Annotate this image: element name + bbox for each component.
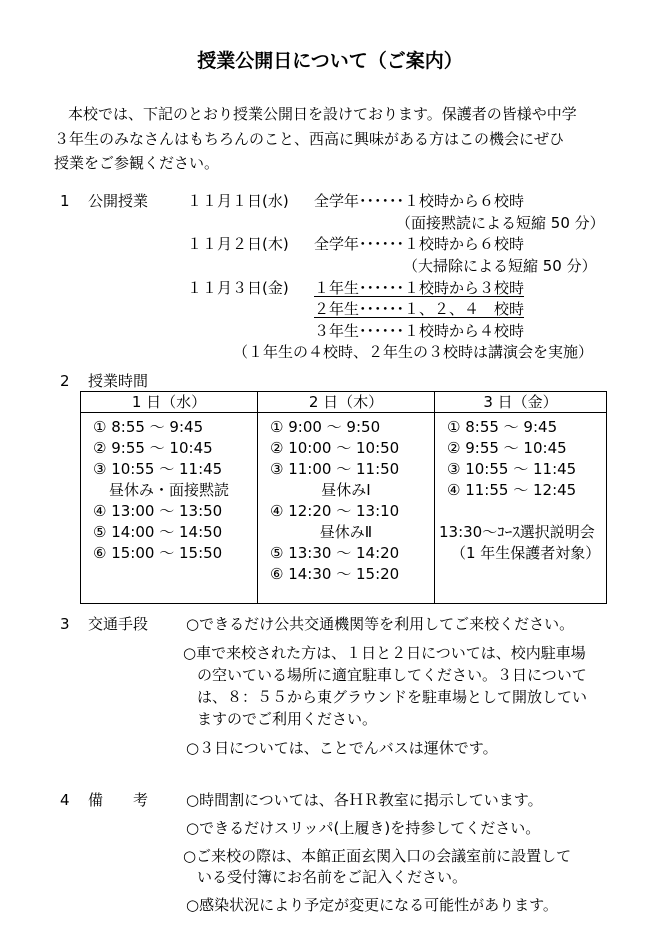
schedule-entry: ⑥ 15:00 ～ 15:50 (93, 544, 223, 562)
section3-label: 交通手段 (88, 615, 149, 633)
section4-item-2: ○できるだけスリッパ(上履き)を持参してください。 (186, 819, 541, 837)
section1-text-4: （大掃除による短縮 50 分） (403, 257, 597, 275)
page-title: 授業公開日について（ご案内） (197, 50, 463, 72)
schedule-entry: ① 9:00 ～ 9:50 (270, 418, 381, 436)
section1-text-3: 全学年･･････１校時から６校時 (314, 235, 525, 253)
section4-label: 備 考 (88, 791, 149, 809)
section1-text-5: １年生･･････１校時から３校時 (314, 279, 525, 297)
section1-text-1: 全学年･･････１校時から６校時 (314, 192, 525, 210)
schedule-entry: ⑤ 14:00 ～ 14:50 (93, 523, 223, 541)
schedule-column-day2 (258, 413, 435, 604)
section1-date-3: １１月３日(金) (187, 279, 289, 297)
section1-text-7: ３年生･･････１校時から４校時 (314, 322, 525, 340)
schedule-entry: ① 8:55 ～ 9:45 (447, 418, 558, 436)
schedule-header-day3: 3 日（金） (435, 392, 607, 413)
section3-item-2-line-2: の空いている場所に適宜駐車してください。３日について (197, 666, 587, 684)
section4-number: 4 (60, 791, 70, 809)
section2-label: 授業時間 (88, 372, 149, 390)
schedule-column-day1 (81, 413, 258, 604)
section3-item-2-line-3: は、８：５５から東グラウンドを駐車場として開放してい (197, 688, 588, 706)
intro-line-2: ３年生のみなさんはもちろんのこと、西高に興味がある方はこの機会にぜひ (54, 130, 565, 148)
schedule-entry: ② 10:00 ～ 10:50 (270, 439, 400, 457)
schedule-entry: ④ 11:55 ～ 12:45 (447, 481, 577, 499)
section4-item-3-line-1: ○ご来校の際は、本館正面玄関入口の会議室前に設置して (183, 847, 572, 865)
section1-label: 公開授業 (88, 192, 149, 210)
schedule-entry: ② 9:55 ～ 10:45 (93, 439, 213, 457)
schedule-entry: ① 8:55 ～ 9:45 (93, 418, 204, 436)
intro-line-3: 授業をご参観ください。 (54, 154, 220, 172)
schedule-break: 昼休みⅡ (319, 523, 373, 541)
schedule-entry: ③ 10:55 ～ 11:45 (447, 460, 577, 478)
section3-item-2-line-4: ますのでご利用ください。 (197, 710, 378, 728)
section4-item-1: ○時間割については、各ＨＲ教室に掲示しています。 (186, 791, 543, 809)
schedule-entry: ④ 13:00 ～ 13:50 (93, 502, 223, 520)
schedule-header-day2: 2 日（木） (258, 392, 435, 413)
section1-text-2: （面接黙読による短縮 50 分） (396, 214, 605, 232)
schedule-entry: ⑥ 14:30 ～ 15:20 (270, 565, 400, 583)
schedule-column-day3 (435, 413, 607, 604)
schedule-header-day1: 1 日（水） (81, 392, 258, 413)
schedule-event: 13:30～ｺｰｽ選択説明会 (439, 523, 595, 541)
schedule-table (80, 391, 607, 604)
schedule-entry: ⑤ 13:30 ～ 14:20 (270, 544, 400, 562)
intro-line-1: 本校では、下記のとおり授業公開日を設けております。保護者の皆様や中学 (68, 105, 577, 123)
schedule-entry: ③ 11:00 ～ 11:50 (270, 460, 400, 478)
section3-number: 3 (60, 615, 70, 633)
section2-number: 2 (60, 372, 70, 390)
schedule-break: 昼休みⅠ (321, 481, 371, 499)
schedule-entry: ② 9:55 ～ 10:45 (447, 439, 567, 457)
section1-text-6: ２年生･･････１、２、４ 校時 (314, 300, 525, 318)
schedule-entry: ④ 12:20 ～ 13:10 (270, 502, 400, 520)
section4-item-3-line-2: いる受付簿にお名前をご記入ください。 (197, 868, 468, 886)
section1-date-2: １１月２日(木) (187, 235, 289, 253)
schedule-entry: ③ 10:55 ～ 11:45 (93, 460, 223, 478)
section3-item-1: ○できるだけ公共交通機関等を利用してご来校ください。 (186, 615, 575, 633)
section3-item-2-line-1: ○車で来校された方は、１日と２日については、校内駐車場 (183, 644, 586, 662)
schedule-break: 昼休み・面接黙読 (108, 481, 229, 499)
schedule-event-note: （1 年生保護者対象） (451, 544, 601, 562)
section1-date-1: １１月１日(水) (187, 192, 289, 210)
section3-item-3: ○３日については、ことでんバスは運休です。 (186, 739, 498, 757)
section1-note: （１年生の４校時、２年生の３校時は講演会を実施） (233, 343, 594, 361)
schedule-spacer (435, 501, 606, 522)
section4-item-4: ○感染状況により予定が変更になる可能性があります。 (186, 896, 558, 914)
section1-number: 1 (60, 192, 70, 210)
